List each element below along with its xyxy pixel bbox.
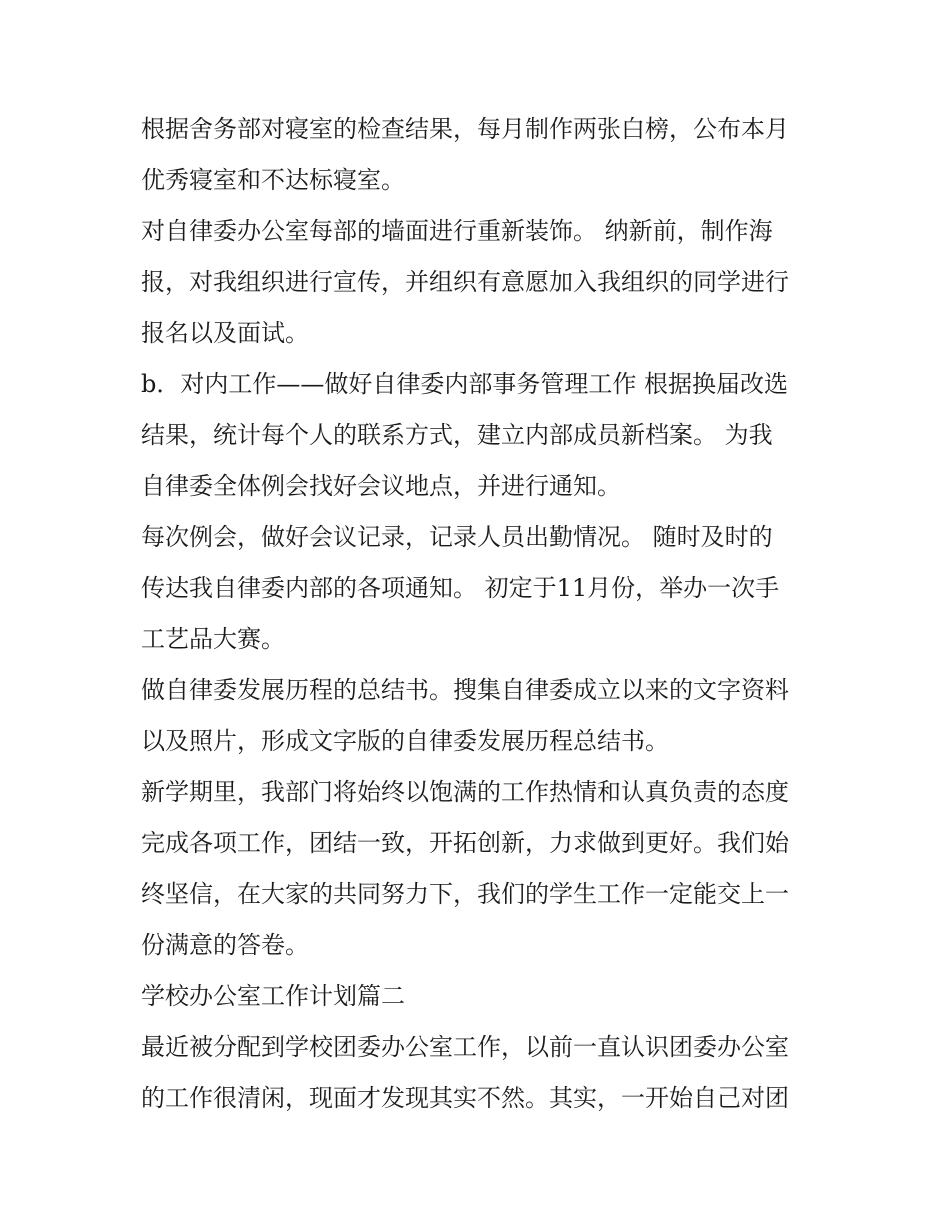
text-line: 的工作很清闲，现面才发现其实不然。其实，一开始自己对团 [141,1084,789,1112]
text-line: 完成各项工作，团结一致，开拓创新，力求做到更好。我们始 [141,829,789,857]
text-line: 自律委全体例会找好会议地点，并进行通知。 [141,472,621,500]
text-line: 传达我自律委内部的各项通知。 初定于11月份，举办一次手 [141,574,780,602]
section-heading: 学校办公室工作计划篇二 [141,982,405,1010]
text-line: 对自律委办公室每部的墙面进行重新装饰。 纳新前，制作海 [141,217,773,245]
document-body [141,104,821,1124]
text-line: 根据舍务部对寝室的检查结果，每月制作两张白榜，公布本月 [141,115,789,143]
text-line: 每次例会，做好会议记录，记录人员出勤情况。 随时及时的 [141,523,773,551]
text-line: 工艺品大赛。 [141,625,285,653]
text-line: 份满意的答卷。 [141,931,309,959]
text-line: 最近被分配到学校团委办公室工作，以前一直认识团委办公室 [141,1033,789,1061]
text-line: 以及照片，形成文字版的自律委发展历程总结书。 [141,727,669,755]
text-line: 优秀寝室和不达标寝室。 [141,166,405,194]
text-line: 终坚信，在大家的共同努力下，我们的学生工作一定能交上一 [141,880,789,908]
text-line: 新学期里，我部门将始终以饱满的工作热情和认真负责的态度 [141,778,789,806]
text-line: 结果，统计每个人的联系方式，建立内部成员新档案。 为我 [141,421,773,449]
text-line: 做自律委发展历程的总结书。搜集自律委成立以来的文字资料 [141,676,789,704]
text-line: b．对内工作——做好自律委内部事务管理工作 根据换届改选 [141,370,788,398]
text-line: 报，对我组织进行宣传，并组织有意愿加入我组织的同学进行 [141,268,789,296]
text-line: 报名以及面试。 [141,319,309,347]
